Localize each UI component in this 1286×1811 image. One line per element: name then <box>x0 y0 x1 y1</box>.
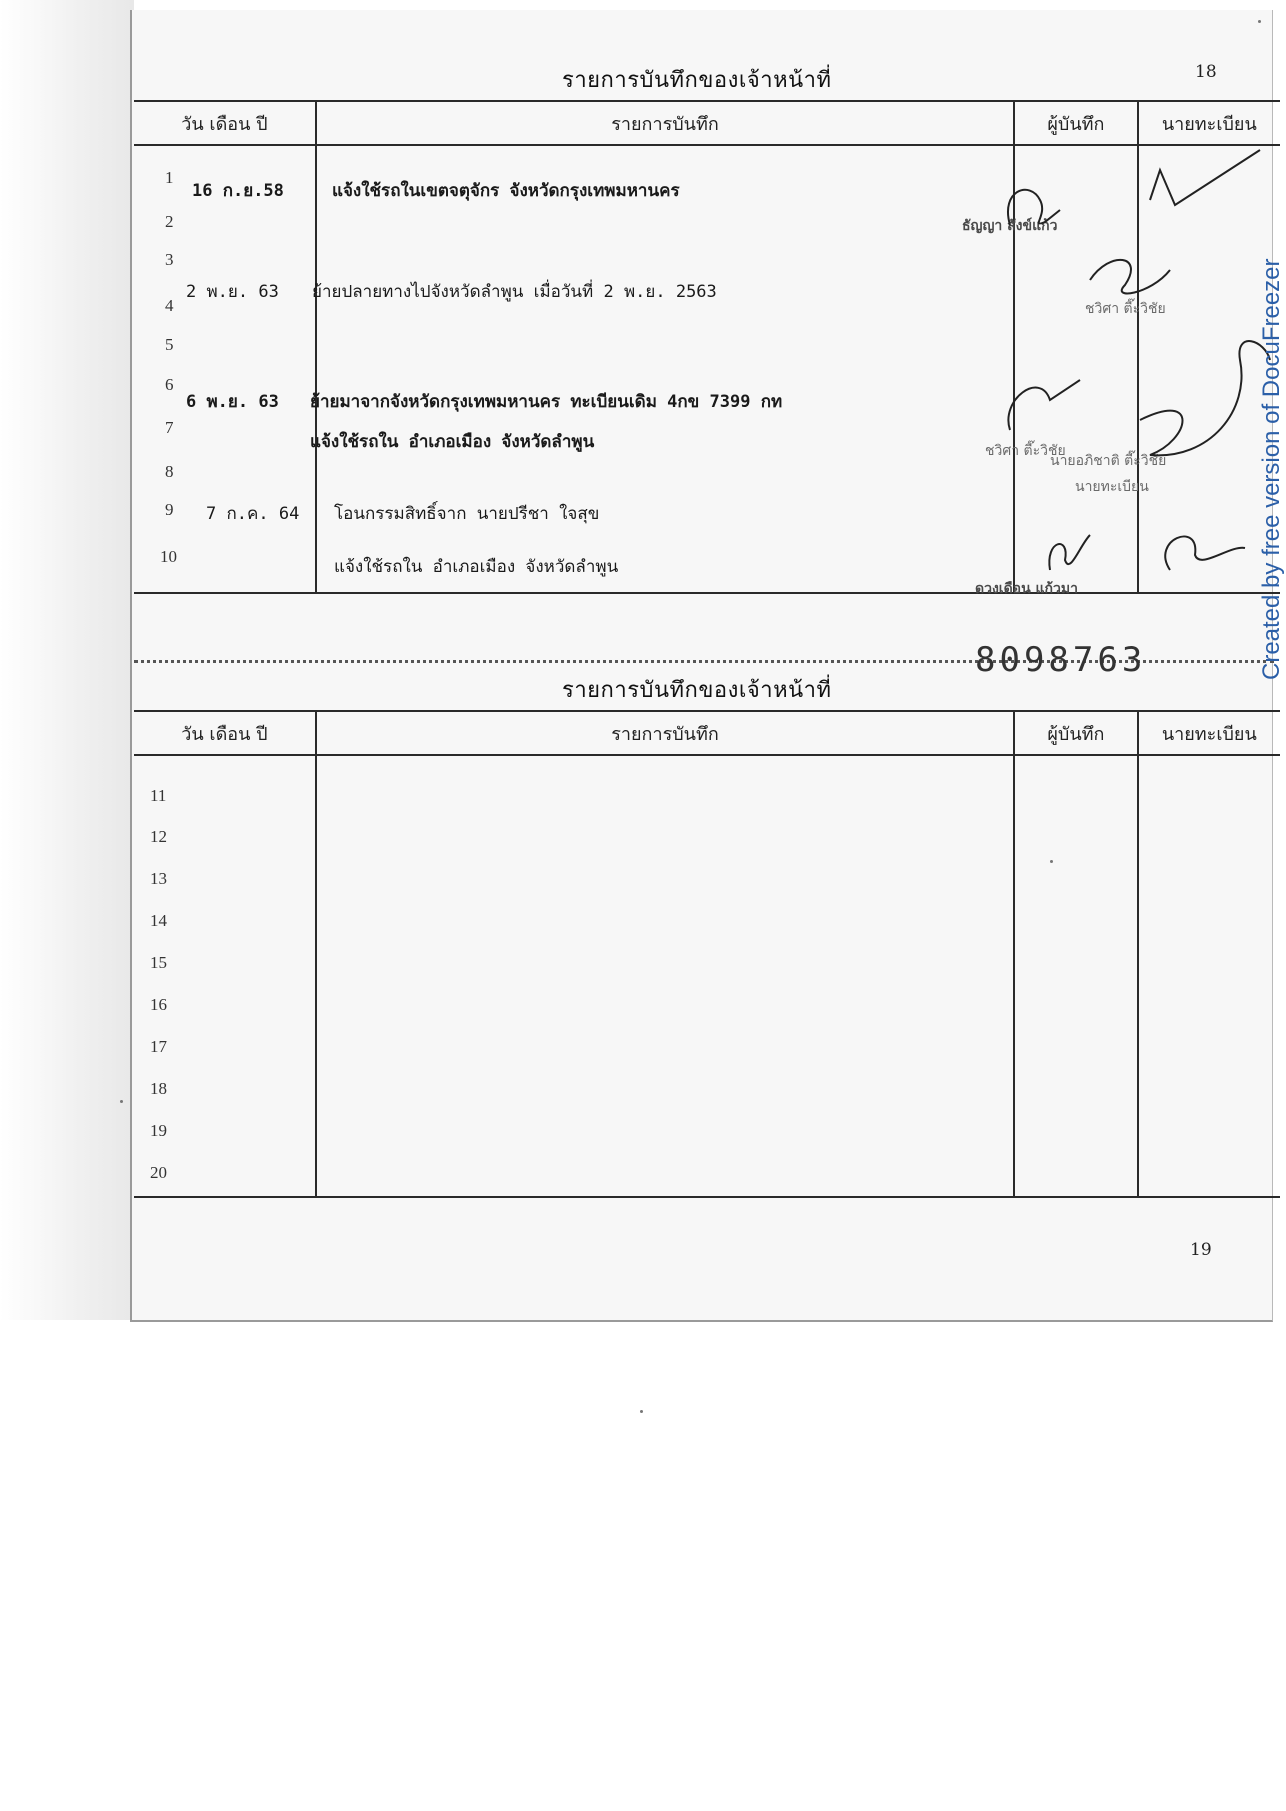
line-number: 18 <box>150 1079 167 1098</box>
registrar-stamp: นายทะเบียน <box>1075 479 1149 495</box>
page-heading-bottom: รายการบันทึกของเจ้าหน้าที่ <box>562 678 832 703</box>
entry-text: แจ้งใช้รถใน อำเภอเมือง จังหวัดลำพูน <box>334 557 619 577</box>
recorder-stamp: ชวิศา ตี๊ะวิชัย <box>985 443 1066 459</box>
entry-text: โอนกรรมสิทธิ์จาก นายปรีชา ใจสุข <box>334 504 600 524</box>
col-registrar-header: นายทะเบียน <box>1138 101 1280 145</box>
signature-mark <box>1140 341 1270 455</box>
page-number-top: 18 <box>1195 62 1217 82</box>
recorder-stamp: ชวิศา ตี๊ะวิชัย <box>1085 301 1166 317</box>
line-number: 6 <box>165 375 174 394</box>
scan-speck <box>120 1100 123 1103</box>
line-number: 12 <box>150 827 167 846</box>
page-heading-top: รายการบันทึกของเจ้าหน้าที่ <box>562 68 832 93</box>
scan-speck <box>1258 20 1261 23</box>
table-header <box>134 711 1280 755</box>
col-registrar-header: นายทะเบียน <box>1138 711 1280 755</box>
col-record-header: รายการบันทึก <box>316 101 1014 145</box>
line-number: 19 <box>150 1121 167 1140</box>
line-number: 20 <box>150 1163 167 1182</box>
entry-date: 2 พ.ย. 63 <box>186 282 279 302</box>
table-body-row <box>134 755 1280 1197</box>
line-number: 8 <box>165 462 174 481</box>
entry-date: 6 พ.ย. 63 <box>186 392 279 412</box>
line-number: 7 <box>165 418 174 437</box>
col-date-header: วัน เดือน ปี <box>134 101 316 145</box>
line-number: 5 <box>165 335 174 354</box>
col-date-header: วัน เดือน ปี <box>134 711 316 755</box>
col-recorder-header: ผู้บันทึก <box>1014 101 1137 145</box>
col-record-header: รายการบันทึก <box>316 711 1014 755</box>
docufreezer-watermark: Created by free version of DocuFreezer <box>1258 258 1285 680</box>
scan-speck <box>640 1410 643 1413</box>
recorder-stamp: ดวงเดือน แก้วมา <box>975 581 1078 597</box>
line-number: 16 <box>150 995 167 1014</box>
registrar-stamp: นายอภิชาติ ตี๊ะวิชัย <box>1050 453 1167 469</box>
recorder-stamp: ธัญญา สังข์แก้ว <box>962 218 1058 234</box>
signature-mark <box>1049 535 1090 570</box>
signature-mark <box>1150 150 1260 205</box>
line-number: 11 <box>150 786 167 805</box>
line-number: 4 <box>165 296 174 315</box>
entry-text: ย้ายมาจากจังหวัดกรุงเทพมหานคร ทะเบียนเดิม 4กข 7399 กท <box>310 392 783 412</box>
entry-text: ย้ายปลายทางไปจังหวัดลำพูน เมื่อวันที่ 2 พ.ย. 2563 <box>312 282 717 302</box>
line-number: 15 <box>150 953 167 972</box>
signature-drawings <box>0 0 1280 700</box>
entry-date: 7 ก.ค. 64 <box>206 504 300 524</box>
partial-number: 8098763 <box>975 640 1147 680</box>
signature-mark <box>1165 536 1245 570</box>
col-recorder-header: ผู้บันทึก <box>1014 711 1137 755</box>
line-number: 3 <box>165 250 174 269</box>
line-number: 1 <box>165 168 174 187</box>
signature-mark <box>1008 380 1080 430</box>
line-number: 13 <box>150 869 167 888</box>
line-number: 14 <box>150 911 167 930</box>
scan-speck <box>1050 860 1053 863</box>
line-number: 10 <box>160 547 177 566</box>
signature-mark <box>1090 260 1170 294</box>
entry-date: 16 ก.ย.58 <box>192 181 284 201</box>
signature-mark <box>1008 190 1060 225</box>
line-number: 9 <box>165 500 174 519</box>
entry-text: แจ้งใช้รถใน อำเภอเมือง จังหวัดลำพูน <box>310 432 595 452</box>
line-number: 17 <box>150 1037 167 1056</box>
record-table-bottom <box>134 710 1280 1198</box>
line-number: 2 <box>165 212 174 231</box>
page-number-bottom: 19 <box>1190 1240 1212 1260</box>
entry-text: แจ้งใช้รถในเขตจตุจักร จังหวัดกรุงเทพมหานคร <box>332 181 680 201</box>
